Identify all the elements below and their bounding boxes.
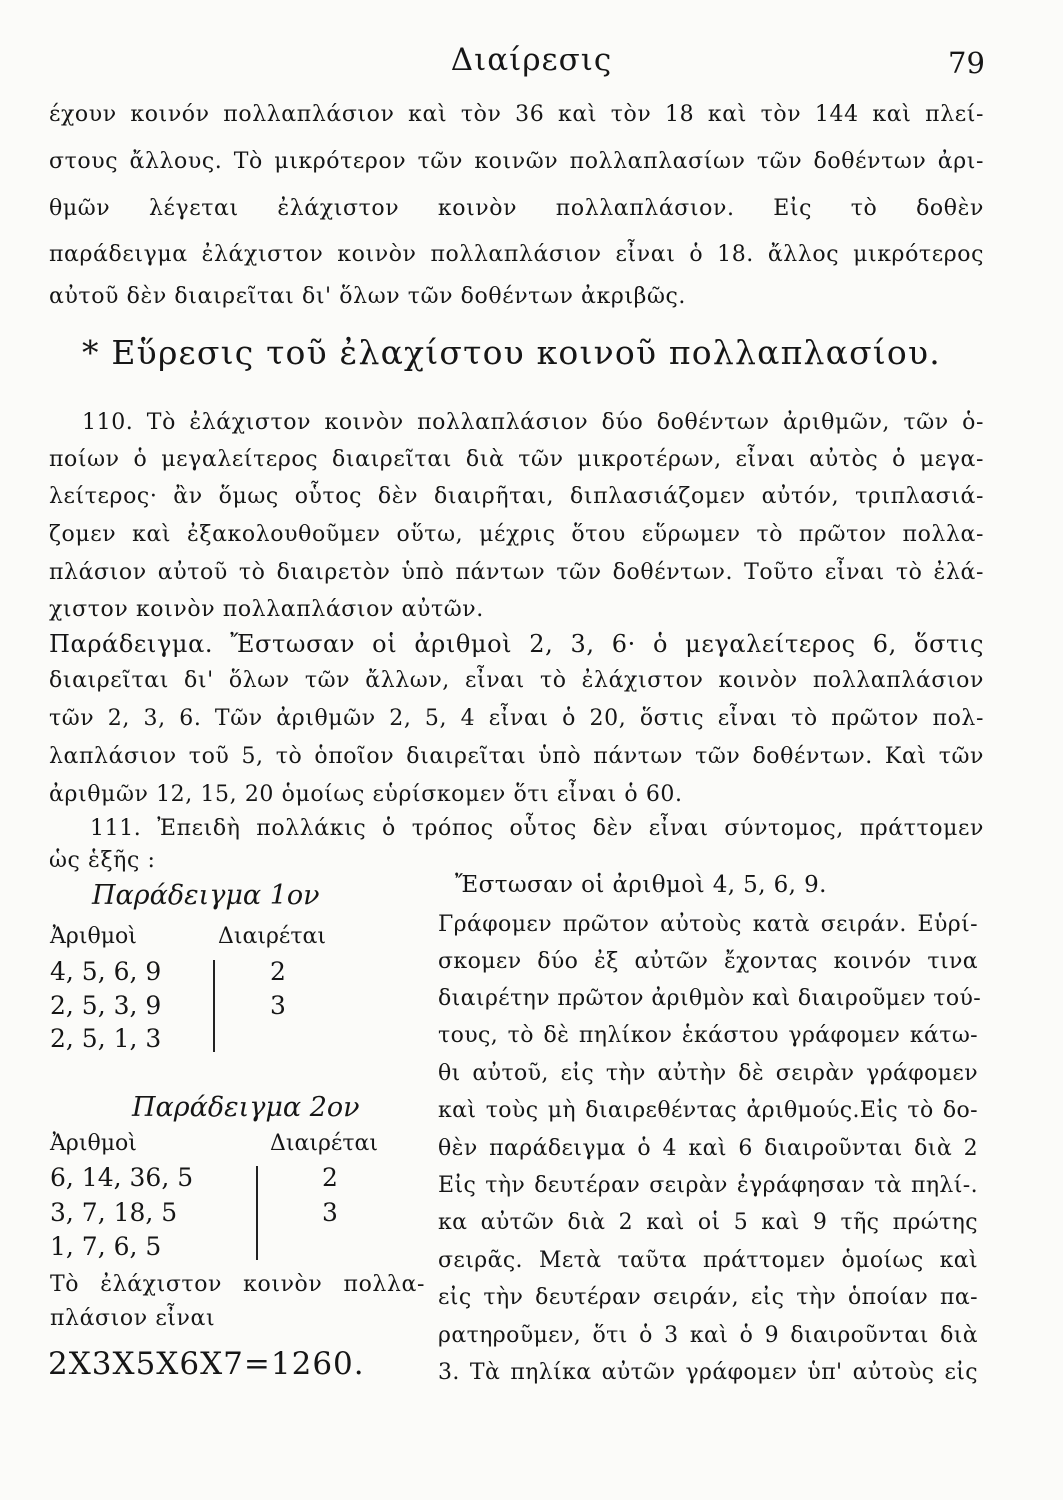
- section-heading: * Εὕρεσις τοῦ ἐλαχίστου κοινοῦ πολλαπλασίου.: [82, 333, 941, 372]
- example-1-row-divisor: 2: [270, 957, 286, 986]
- lcm-product: 2X3X5X6X7=1260.: [48, 1346, 365, 1382]
- right-text-line: 3. Τὰ πηλίκα αὐτῶν γράφομεν ὑπ' αὐτοὺς εἰς: [438, 1360, 978, 1385]
- text-line: τῶν 2, 3, 6. Τῶν ἀριθμῶν 2, 5, 4 εἶναι ὁ 20, ὅστις εἶναι τὸ πρῶτον πολ-: [49, 706, 984, 731]
- text-line: λείτερος· ἂν ὅμως οὗτος δὲν διαιρῆται, διπλασιάζομεν αὐτόν, τριπλασιά-: [49, 484, 984, 509]
- text-line: ὡς ἑξῆς :: [49, 848, 156, 873]
- right-text-line: Γράφομεν πρῶτον αὐτοὺς κατὰ σειράν. Εὑρί-: [438, 912, 978, 937]
- right-text-line: σειρᾶς. Μετὰ ταῦτα πράττομεν ὁμοίως καὶ: [438, 1248, 978, 1273]
- right-text-line: Ἔστωσαν οἱ ἀριθμοὶ 4, 5, 6, 9.: [455, 872, 827, 898]
- text-line: έχουν κοινόν πολλαπλάσιον καὶ τὸν 36 καὶ τὸν 18 καὶ τὸν 144 καὶ πλεί-: [49, 102, 984, 127]
- example-2-row-divisor: 3: [322, 1198, 338, 1227]
- right-text-line: εἰς τὴν δευτέραν σειράν, εἰς τὴν ὁποίαν πα-: [438, 1285, 978, 1310]
- text-line: θμῶν λέγεται ἐλάχιστον κοινὸν πολλαπλάσιον. Εἰς τὸ δοθὲν: [49, 196, 984, 221]
- right-text-line: τους, τὸ δὲ πηλίκον ἑκάστου γράφομεν κάτω-: [438, 1023, 978, 1048]
- example-1-divider: [213, 960, 215, 1052]
- example-2-row-numbers: 3, 7, 18, 5: [50, 1198, 178, 1227]
- text-line: ζομεν καὶ ἐξακολουθοῦμεν οὕτω, μέχρις ὅτου εὕρωμεν τὸ πρῶτον πολλα-: [49, 522, 984, 547]
- text-line: λαπλάσιον τοῦ 5, τὸ ὁποῖον διαιρεῖται ὑπὸ πάντων τῶν δοθέντων. Καὶ τῶν: [49, 744, 984, 769]
- example-2-numbers-header: Ἀριθμοὶ: [50, 1131, 137, 1156]
- example-2-row-numbers: 1, 7, 6, 5: [50, 1232, 162, 1261]
- example-1-row-numbers: 4, 5, 6, 9: [50, 957, 162, 986]
- page-number: 79: [948, 46, 985, 80]
- text-line: διαιρεῖται δι' ὅλων τῶν ἄλλων, εἶναι τὸ ἐλάχιστον κοινὸν πολλαπλάσιον: [49, 668, 984, 693]
- example-1-row-divisor: 3: [270, 991, 286, 1020]
- example-1-row-numbers: 2, 5, 1, 3: [50, 1024, 162, 1053]
- right-text-line: κα αὐτῶν διὰ 2 καὶ οἱ 5 καὶ 9 τῆς πρώτης: [438, 1210, 978, 1235]
- right-text-line: Εἰς τὴν δευτέραν σειρὰν ἐγράφησαν τὰ πηλί-.: [438, 1173, 978, 1198]
- text-line: Παράδειγμα. Ἔστωσαν οἱ ἀριθμοὶ 2, 3, 6· ὁ μεγαλείτερος 6, ὅστις: [49, 630, 984, 658]
- lcm-text-line: πλάσιον εἶναι: [50, 1306, 216, 1331]
- example-1-numbers-header: Ἀριθμοὶ: [50, 924, 137, 949]
- right-text-line: σκομεν δύο ἐξ αὐτῶν ἔχοντας κοινόν τινα: [438, 949, 978, 974]
- running-header: Διαίρεσις: [450, 42, 613, 78]
- text-line: 111. Ἐπειδὴ πολλάκις ὁ τρόπος οὗτος δὲν εἶναι σύντομος, πράττομεν: [90, 816, 984, 841]
- right-text-line: θὲν παράδειγμα ὁ 4 καὶ 6 διαιροῦνται διὰ 2: [438, 1136, 978, 1161]
- text-line: παράδειγμα ἐλάχιστον κοινὸν πολλαπλάσιον εἶναι ὁ 18. ἄλλος μικρότερος: [49, 242, 984, 267]
- right-text-line: καὶ τοὺς μὴ διαιρεθέντας ἀριθμούς.Εἰς τὸ δο-: [438, 1098, 978, 1123]
- text-line: πλάσιον αὐτοῦ τὸ διαιρετὸν ὑπὸ πάντων τῶν δοθέντων. Τοῦτο εἶναι τὸ ἐλά-: [49, 560, 984, 585]
- example-1-title: Παράδειγμα 1ον: [92, 880, 320, 911]
- example-2-divider: [256, 1166, 258, 1260]
- example-2-row-numbers: 6, 14, 36, 5: [50, 1163, 194, 1192]
- right-text-line: ρατηροῦμεν, ὅτι ὁ 3 καὶ ὁ 9 διαιροῦνται διὰ: [438, 1323, 978, 1348]
- text-line: στους ἄλλους. Τὸ μικρότερον τῶν κοινῶν πολλαπλασίων τῶν δοθέντων ἀρι-: [49, 149, 984, 174]
- example-2-divisors-header: Διαιρέται: [270, 1131, 378, 1156]
- text-line: χιστον κοινὸν πολλαπλάσιον αὐτῶν.: [49, 597, 484, 622]
- example-2-row-divisor: 2: [322, 1163, 338, 1192]
- text-line: ἀριθμῶν 12, 15, 20 ὁμοίως εὑρίσκομεν ὅτι εἶναι ὁ 60.: [49, 782, 683, 807]
- text-line: ποίων ὁ μεγαλείτερος διαιρεῖται διὰ τῶν μικροτέρων, εἶναι αὐτὸς ὁ μεγα-: [49, 447, 984, 472]
- text-line: 110. Τὸ ἐλάχιστον κοινὸν πολλαπλάσιον δύο δοθέντων ἀριθμῶν, τῶν ὁ-: [82, 410, 984, 435]
- lcm-text-line: Τὸ ἐλάχιστον κοινὸν πολλα-: [50, 1272, 425, 1297]
- right-text-line: θι αὐτοῦ, εἰς τὴν αὐτὴν δὲ σειρὰν γράφομεν: [438, 1061, 978, 1086]
- example-1-divisors-header: Διαιρέται: [218, 924, 326, 949]
- right-text-line: διαιρέτην πρῶτον ἀριθμὸν καὶ διαιροῦμεν τού-: [438, 986, 982, 1011]
- example-1-row-numbers: 2, 5, 3, 9: [50, 991, 162, 1020]
- example-2-title: Παράδειγμα 2ον: [132, 1092, 360, 1123]
- text-line: αὐτοῦ δὲν διαιρεῖται δι' ὅλων τῶν δοθέντων ἀκριβῶς.: [49, 284, 686, 309]
